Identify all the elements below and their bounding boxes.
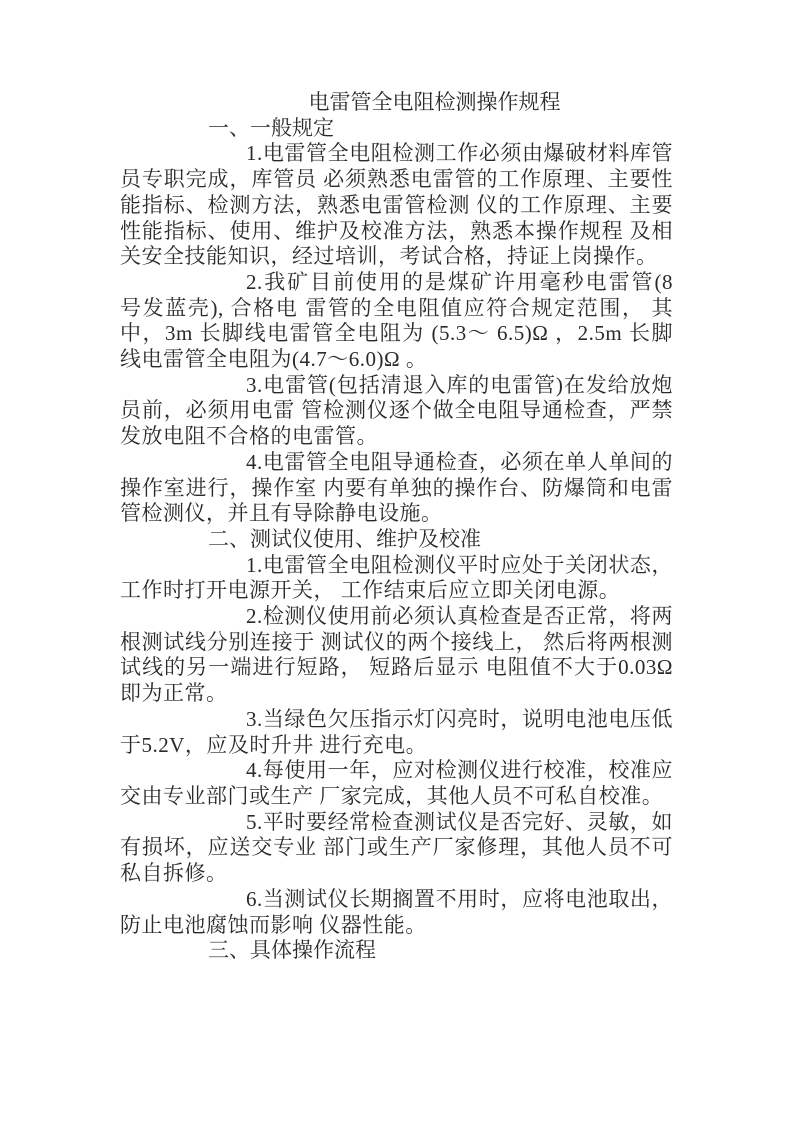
- section-2-paragraph-4: 4.每使用一年，应对检测仪进行校准，校准应交由专业部门或生产 厂家完成，其他人员不可私自校准。: [120, 758, 673, 808]
- section-2-paragraph-2: 2.检测仪使用前必须认真检查是否正常，将两根测试线分别连接于 测试仪的两个接线上， 然后将两根测试线的另一端进行短路， 短路后显示 电阻值不大于0.03Ω 即为正常。: [120, 604, 673, 706]
- section-1-paragraph-4: 4.电雷管全电阻导通检查，必须在单人单间的操作室进行，操作室 内要有单独的操作台、防爆筒和电雷管检测仪，并且有导除静电设施。: [120, 449, 673, 526]
- section-2-paragraph-3: 3.当绿色欠压指示灯闪亮时，说明电池电压低于5.2V，应及时升井 进行充电。: [120, 706, 673, 757]
- section-heading-general-rules: 一、一般规定: [208, 115, 334, 140]
- section-heading-tester-usage: 二、测试仪使用、维护及校准: [208, 526, 481, 551]
- section-1-paragraph-1: 1.电雷管全电阻检测工作必须由爆破材料库管员专职完成，库管员 必须熟悉电雷管的工作原理、主要性能指标、检测方法，熟悉电雷管检测 仪的工作原理、主要性能指标、使用、维护及校准方法，熟悉本操作规程 及相关安全技能知识，经过培训，考试合格，持证上岗操作。: [120, 141, 673, 269]
- section-2-paragraph-1: 1.电雷管全电阻检测仪平时应处于关闭状态，工作时打开电源开关， 工作结束后应立即关闭电源。: [120, 552, 673, 603]
- document-title: 电雷管全电阻检测操作规程: [308, 90, 561, 114]
- section-heading-operation-flow: 三、具体操作流程: [208, 938, 376, 963]
- section-1-paragraph-2: 2.我矿目前使用的是煤矿许用毫秒电雷管(8 号发蓝壳), 合格电 雷管的全电阻值应符合规定范围， 其中，3m 长脚线电雷管全电阻为 (5.3～ 6.5)Ω ，2.5m 长脚线电雷管全电阻为(4.7～6.0)Ω 。: [120, 269, 673, 372]
- section-2-paragraph-6: 6.当测试仪长期搁置不用时，应将电池取出，防止电池腐蚀而影响 仪器性能。: [120, 886, 673, 937]
- section-1-paragraph-3: 3.电雷管(包括清退入库的电雷管)在发给放炮员前，必须用电雷 管检测仪逐个做全电阻导通检查，严禁发放电阻不合格的电雷管。: [120, 372, 673, 449]
- section-2-paragraph-5: 5.平时要经常检查测试仪是否完好、灵敏，如有损坏，应送交专业 部门或生产厂家修理，其他人员不可私自拆修。: [120, 809, 673, 886]
